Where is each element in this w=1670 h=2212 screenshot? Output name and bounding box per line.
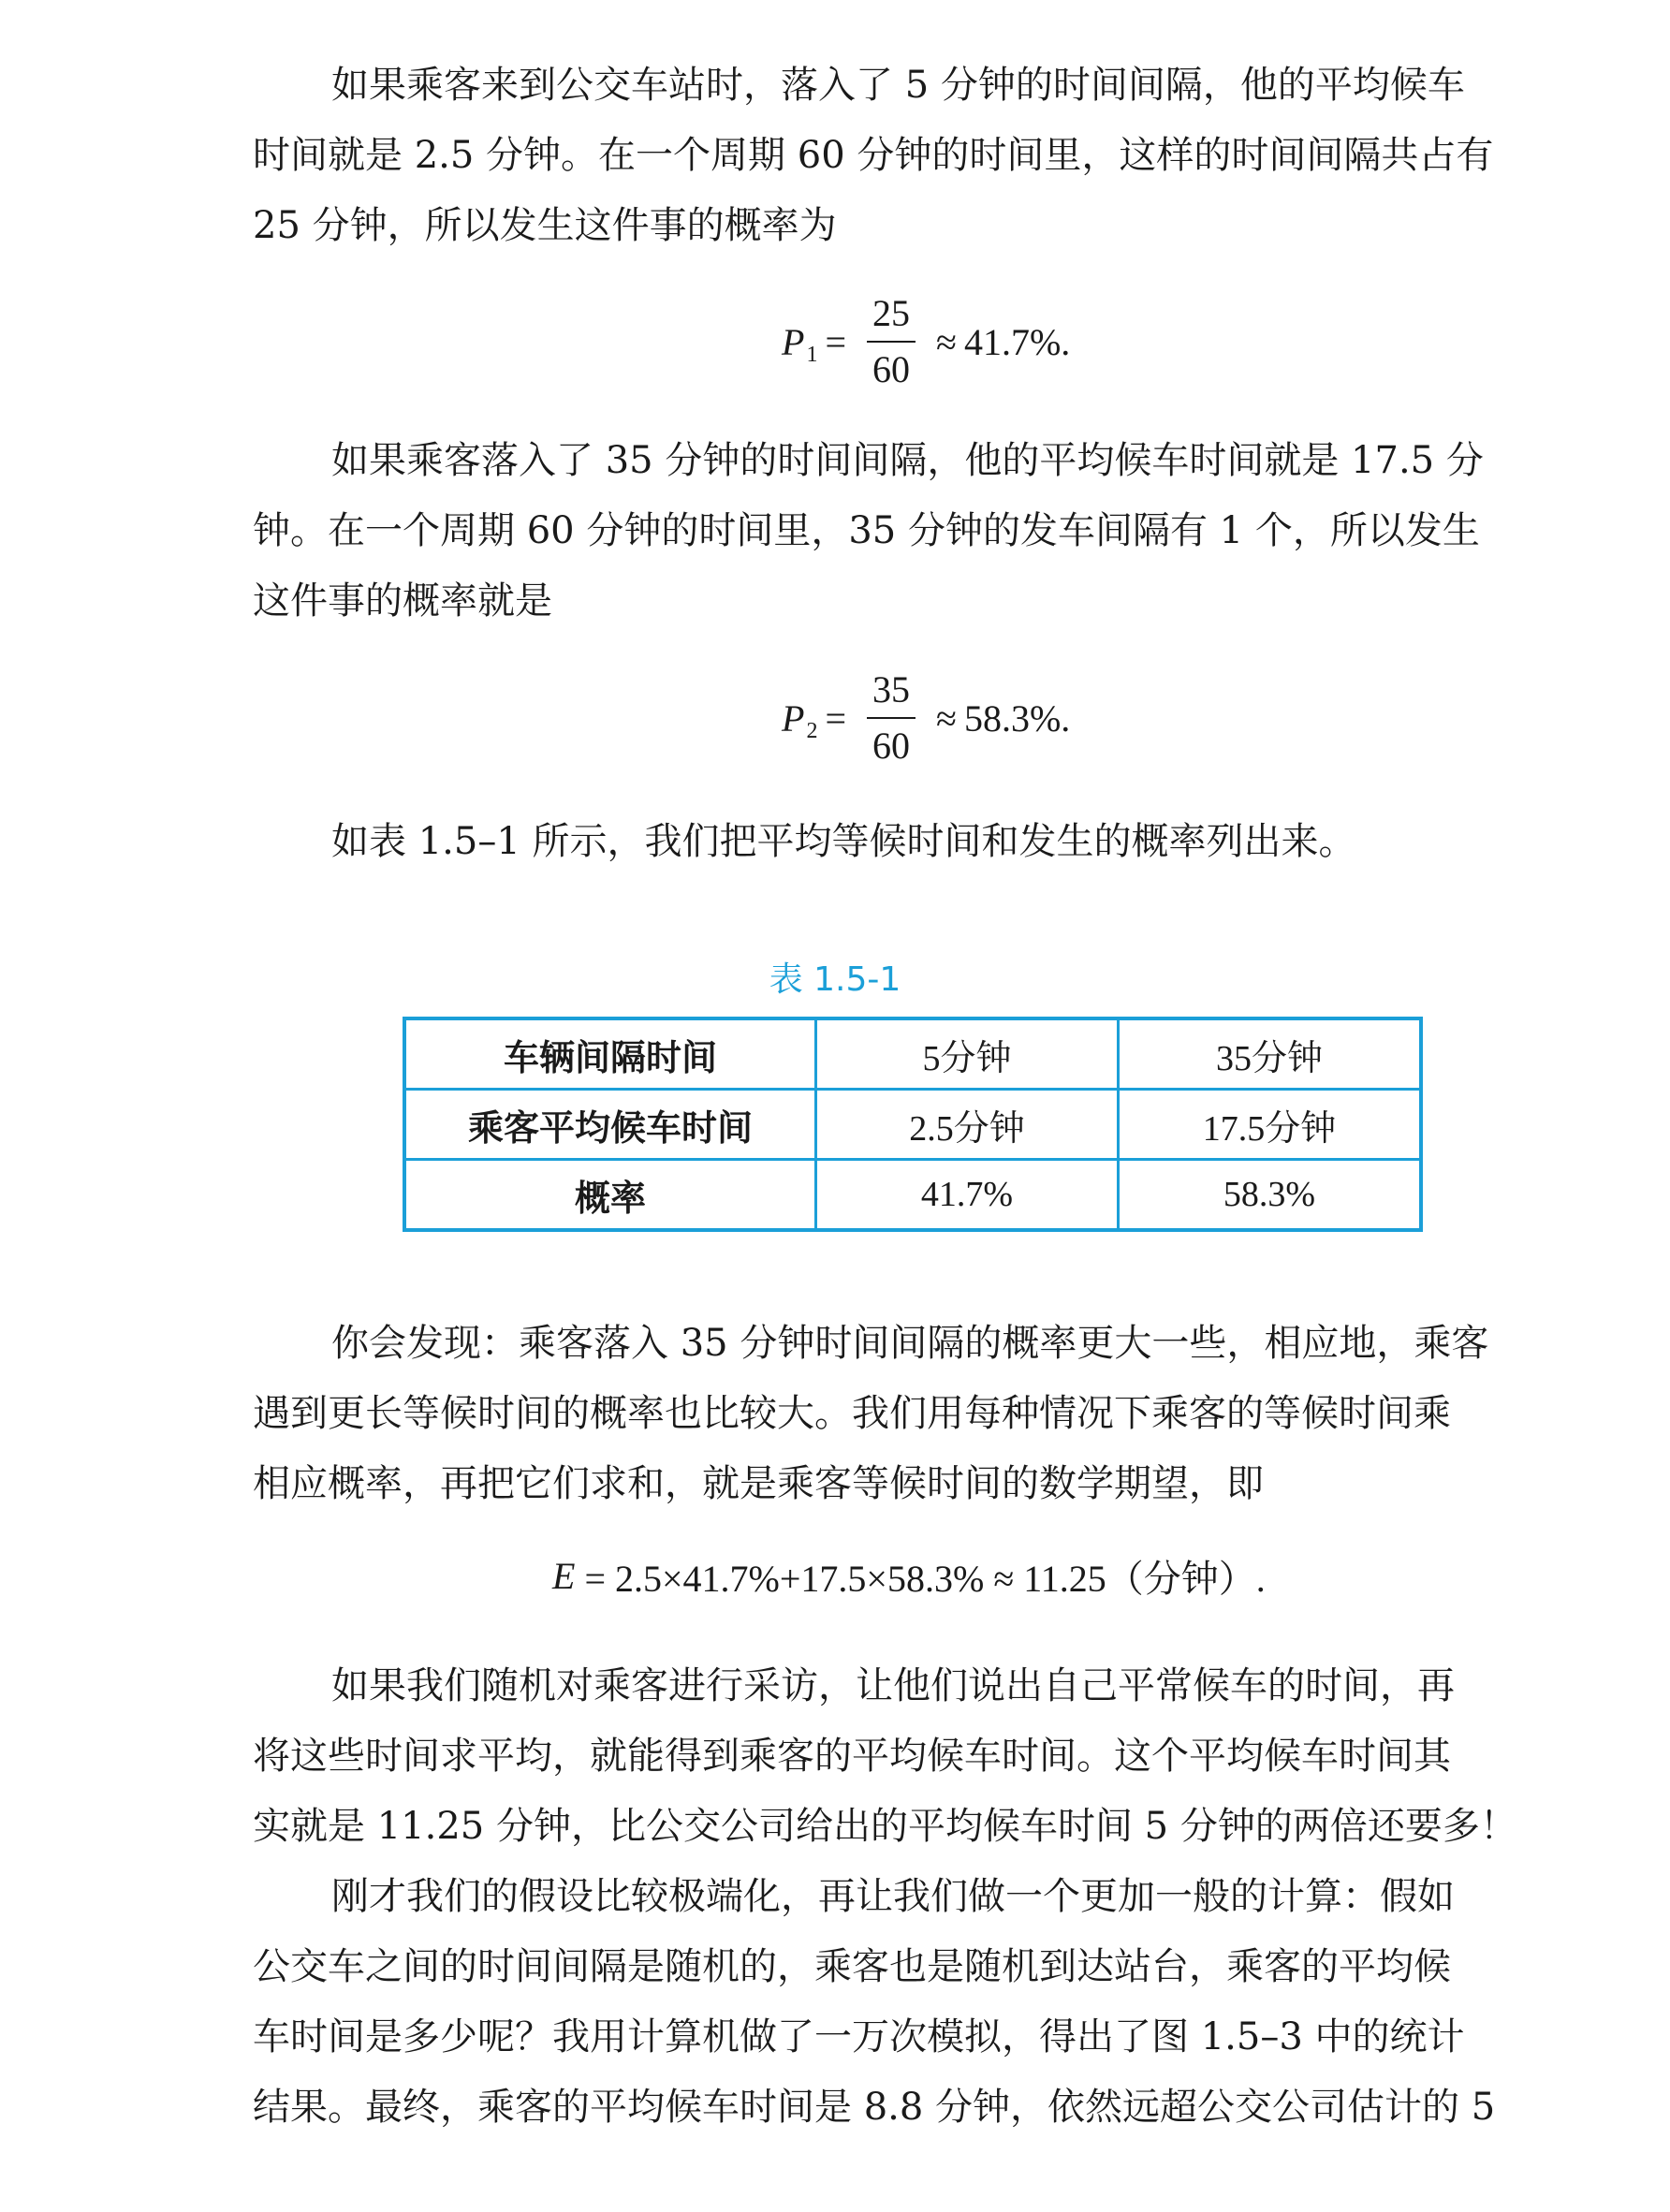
formula-approx: ≈ — [936, 696, 957, 740]
formula-subscript: 1 — [806, 342, 818, 367]
table-cell: 35分钟 — [1119, 1018, 1422, 1090]
formula-equals: = — [825, 696, 846, 740]
text-line: 时间就是 2.5 分钟。在一个周期 60 分钟的时间里，这样的时间间隔共占有 — [253, 134, 1494, 177]
fraction-denominator: 60 — [872, 725, 910, 767]
table-cell: 2.5分钟 — [816, 1090, 1119, 1160]
paragraph-3 — [253, 807, 1516, 877]
text-line: 实就是 11.25 分钟，比公交公司给出的平均候车时间 5 分钟的两倍还要多！ — [253, 1805, 1517, 1848]
row-header: 车辆间隔时间 — [404, 1018, 816, 1090]
table-cell: 5分钟 — [816, 1018, 1119, 1090]
formula-result: 41.7%. — [963, 320, 1071, 363]
formula-approx: ≈ — [936, 320, 957, 363]
formula-equals: = — [825, 320, 846, 363]
text-line: 将这些时间求平均，就能得到乘客的平均候车时间。这个平均候车时间其 — [253, 1735, 1451, 1778]
fraction-numerator: 35 — [867, 667, 916, 719]
paragraph-1 — [253, 51, 1516, 261]
text-line: 刚才我们的假设比较极端化，再让我们做一个更加一般的计算：假如 — [331, 1875, 1455, 1918]
text-line: 25 分钟，所以发生这件事的概率为 — [253, 204, 837, 247]
formula-expression: = 2.5×41.7%+17.5×58.3% ≈ 11.25（分钟）. — [575, 1558, 1266, 1600]
paragraph-6 — [253, 1862, 1516, 2143]
table-row — [404, 1090, 1421, 1160]
formula-fraction — [867, 290, 916, 393]
paragraph-4 — [253, 1309, 1516, 1519]
table-cell: 41.7% — [816, 1160, 1119, 1231]
formula-fraction — [867, 667, 916, 769]
table-cell: 58.3% — [1119, 1160, 1422, 1231]
text-line: 公交车之间的时间间隔是随机的，乘客也是随机到达站台，乘客的平均候 — [253, 1945, 1451, 1988]
fraction-numerator: 25 — [867, 290, 916, 343]
text-line: 结果。最终，乘客的平均候车时间是 8.8 分钟，依然远超公交公司估计的 5 — [253, 2086, 1496, 2129]
paragraph-5 — [253, 1651, 1516, 1862]
table-caption: 表 1.5-1 — [769, 960, 901, 999]
fraction-denominator: 60 — [872, 348, 910, 390]
text-line: 如表 1.5–1 所示，我们把平均等候时间和发生的概率列出来。 — [331, 820, 1356, 863]
formula-variable: P — [782, 320, 805, 363]
table-cell: 17.5分钟 — [1119, 1090, 1422, 1160]
formula-expectation — [552, 1549, 1266, 1603]
formula-subscript: 2 — [806, 718, 818, 743]
row-header: 乘客平均候车时间 — [404, 1090, 816, 1160]
text-line: 你会发现：乘客落入 35 分钟时间间隔的概率更大一些，相应地，乘客 — [331, 1322, 1489, 1365]
table-row — [404, 1160, 1421, 1231]
formula-p2 — [782, 667, 1070, 769]
row-header: 概率 — [404, 1160, 816, 1231]
data-table — [403, 1017, 1423, 1232]
paragraph-2 — [253, 426, 1516, 637]
formula-variable: E — [552, 1555, 576, 1597]
formula-p1 — [782, 290, 1070, 393]
text-line: 车时间是多少呢？我用计算机做了一万次模拟，得出了图 1.5–3 中的统计 — [253, 2015, 1465, 2058]
text-line: 这件事的概率就是 — [253, 579, 552, 623]
text-line: 钟。在一个周期 60 分钟的时间里，35 分钟的发车间隔有 1 个，所以发生 — [253, 509, 1480, 552]
text-line: 如果乘客落入了 35 分钟的时间间隔，他的平均候车时间就是 17.5 分 — [331, 439, 1484, 482]
text-line: 如果乘客来到公交车站时，落入了 5 分钟的时间间隔，他的平均候车 — [331, 64, 1465, 107]
text-line: 相应概率，再把它们求和，就是乘客等候时间的数学期望，即 — [253, 1462, 1264, 1505]
text-line: 如果我们随机对乘客进行采访，让他们说出自己平常候车的时间，再 — [331, 1664, 1455, 1707]
formula-result: 58.3%. — [963, 696, 1071, 740]
formula-variable: P — [782, 696, 805, 740]
table-row — [404, 1018, 1421, 1090]
text-line: 遇到更长等候时间的概率也比较大。我们用每种情况下乘客的等候时间乘 — [253, 1392, 1451, 1435]
